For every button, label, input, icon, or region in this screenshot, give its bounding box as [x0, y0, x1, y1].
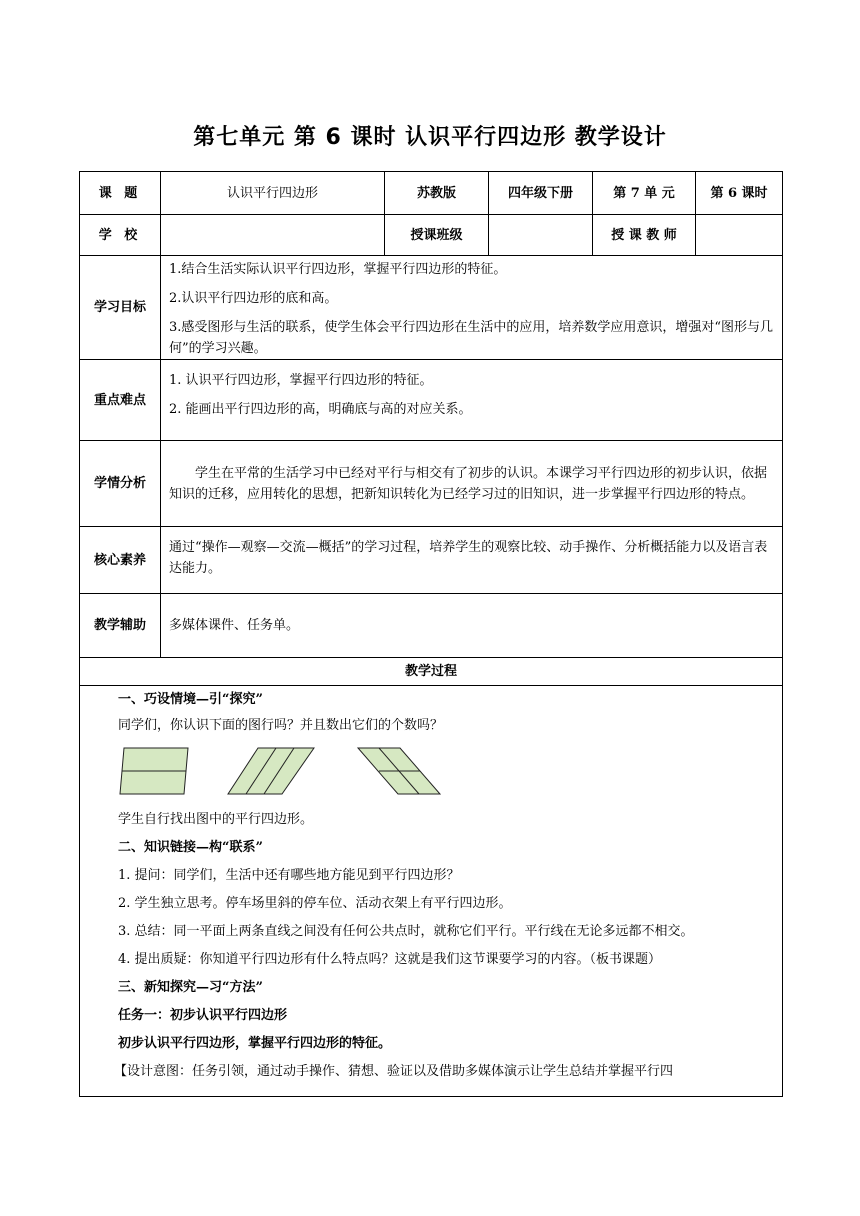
task-1-goal: 初步认识平行四边形，掌握平行四边形的特征。 — [118, 1036, 392, 1051]
literacy-row — [80, 527, 783, 594]
goals-row — [80, 256, 783, 360]
section-2-item: 1. 提问：同学们，生活中还有哪些地方能见到平行四边形？ — [118, 868, 460, 883]
class-label: 授课班级 — [385, 215, 489, 256]
key-points-content — [161, 360, 783, 441]
topic-row — [80, 172, 783, 215]
section-1-question: 同学们，你认识下面的图行吗？并且数出它们的个数吗？ — [118, 718, 444, 733]
key-points-label: 重点难点 — [80, 360, 161, 441]
lesson-value: 第 6 课时 — [696, 172, 783, 215]
teacher-label: 授 课 教 师 — [593, 215, 696, 256]
section-2-item: 2. 学生独立思考。停车场里斜的停车位、活动衣架上有平行四边形。 — [118, 896, 512, 911]
aids-content — [161, 594, 783, 658]
publisher-value: 苏教版 — [385, 172, 489, 215]
key-point-item: 1. 认识平行四边形，掌握平行四边形的特征。 — [169, 373, 433, 388]
unit-value: 第 7 单 元 — [593, 172, 696, 215]
goals-label: 学习目标 — [80, 256, 161, 360]
section-3-title: 三、新知探究—习“方法” — [118, 980, 263, 995]
school-value — [161, 215, 385, 256]
parallelogram-figure-2 — [226, 746, 316, 796]
section-1-answer: 学生自行找出图中的平行四边形。 — [118, 812, 314, 827]
topic-label: 课 题 — [80, 172, 161, 215]
literacy-content — [161, 527, 783, 594]
lesson-plan-table — [79, 171, 783, 1097]
literacy-text: 通过“操作—观察—交流—概括”的学习过程，培养学生的观察比较、动手操作、分析概括能力以及语言表达能力。 — [169, 540, 768, 576]
parallelogram-figure-3 — [356, 746, 442, 796]
literacy-label: 核心素养 — [80, 527, 161, 594]
process-content — [80, 686, 783, 1097]
analysis-content — [161, 441, 783, 527]
design-intent-text: 【设计意图：任务引领，通过动手操作、猜想、验证以及借助多媒体演示让学生总结并掌握平行四 — [114, 1064, 674, 1079]
analysis-text: 学生在平常的生活学习中已经对平行与相交有了初步的认识。本课学习平行四边形的初步认识，依据知识的迁移，应用转化的思想，把新知识转化为已经学习过的旧知识，进一步掌握平行四边形的特点。 — [169, 465, 768, 502]
aids-label: 教学辅助 — [80, 594, 161, 658]
class-value — [489, 215, 593, 256]
section-1-title: 一、巧设情境—引“探究” — [118, 692, 263, 707]
parallelogram-figure-1 — [118, 746, 198, 796]
section-2-title: 二、知识链接—构“联系” — [118, 840, 263, 855]
task-1-title: 任务一：初步认识平行四边形 — [118, 1008, 288, 1023]
aids-text: 多媒体课件、任务单。 — [169, 618, 300, 633]
key-point-item: 2. 能画出平行四边形的高，明确底与高的对应关系。 — [169, 402, 472, 417]
goal-item: 3.感受图形与生活的联系，使学生体会平行四边形在生活中的应用，培养数学应用意识，增强对“图形与几何”的学习兴趣。 — [169, 320, 774, 356]
process-header: 教学过程 — [80, 658, 783, 686]
section-2-item: 3. 总结：同一平面上两条直线之间没有任何公共点时，就称它们平行。平行线在无论多远都不相交。 — [118, 924, 694, 939]
aids-row — [80, 594, 783, 658]
school-label: 学 校 — [80, 215, 161, 256]
process-header-row — [80, 658, 783, 686]
goal-item: 2.认识平行四边形的底和高。 — [169, 291, 338, 306]
teacher-value — [696, 215, 783, 256]
goals-content — [161, 256, 783, 360]
goal-item: 1.结合生活实际认识平行四边形，掌握平行四边形的特征。 — [169, 262, 507, 277]
topic-value: 认识平行四边形 — [161, 172, 385, 215]
section-2-item: 4. 提出质疑：你知道平行四边形有什么特点吗？这就是我们这节课要学习的内容。（板书课题） — [118, 952, 662, 967]
grade-value: 四年级下册 — [489, 172, 593, 215]
analysis-row — [80, 441, 783, 527]
process-row — [80, 686, 783, 1097]
page-title: 第七单元 第 6 课时 认识平行四边形 教学设计 — [193, 125, 667, 150]
key-points-row — [80, 360, 783, 441]
analysis-label: 学情分析 — [80, 441, 161, 527]
parallelogram-figures — [118, 746, 772, 798]
school-row — [80, 215, 783, 256]
